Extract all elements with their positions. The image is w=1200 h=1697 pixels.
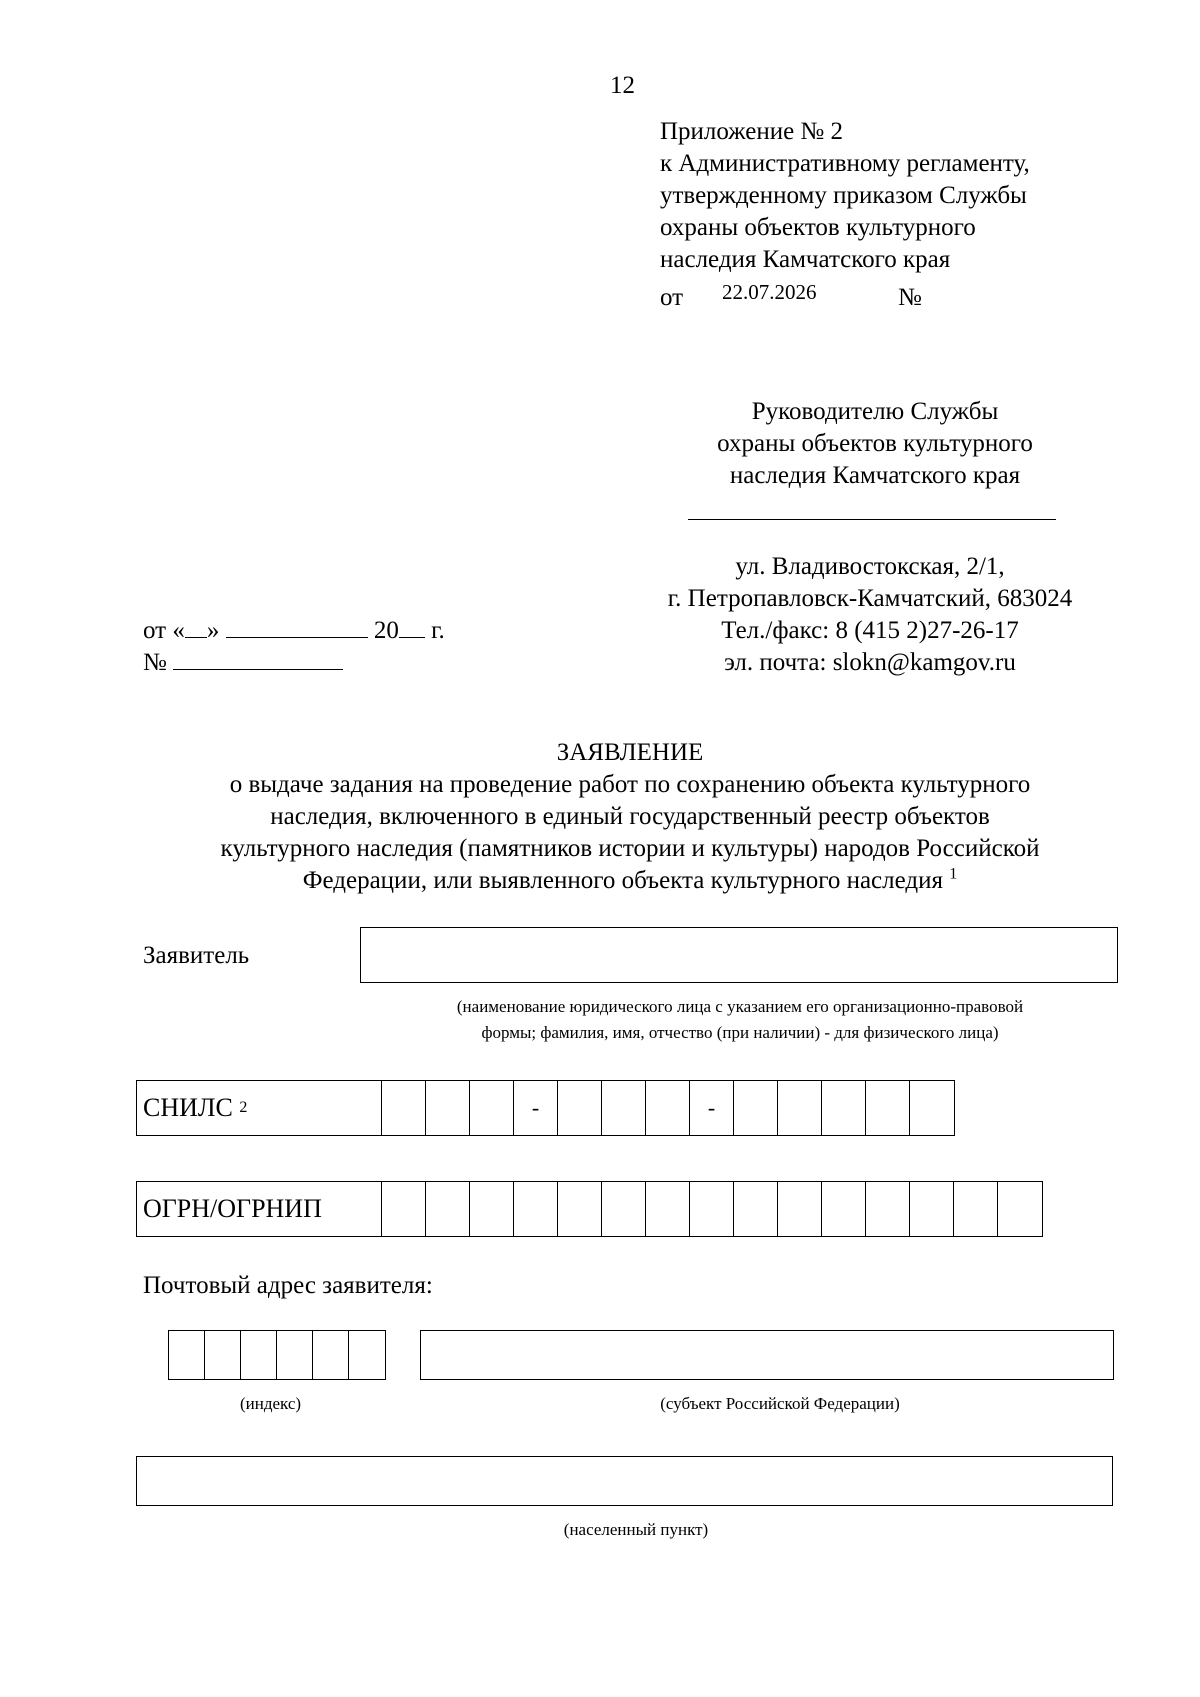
addressee-name-underline[interactable] [688,519,1056,520]
ogrn-cell[interactable] [998,1182,1042,1236]
statement-subtitle-line: культурного наследия (памятников истории и культуры) народов Российской [220,835,1040,862]
contact-line: г. Петропавловск-Камчатский, 683024 [667,585,1073,612]
snils-cell[interactable] [822,1081,866,1135]
page-number: 12 [610,72,635,99]
appendix-line: наследия Камчатского края [660,246,951,273]
statement-title: ЗАЯВЛЕНИЕ [556,739,704,766]
ogrn-cell[interactable] [866,1182,910,1236]
ogrn-cell[interactable] [778,1182,822,1236]
postal-index-box [168,1330,386,1380]
appendix-date: 22.07.2026 [722,280,817,304]
reg-month-field[interactable] [226,615,368,638]
statement-subtitle-line: о выдаче задания на проведение работ по сохранению объекта культурного [229,771,1031,798]
snils-cell[interactable] [382,1081,426,1135]
index-digit-cell[interactable] [313,1331,349,1379]
appendix-block [660,116,1030,276]
ogrn-row [136,1181,1043,1237]
reg-number-field[interactable] [173,647,343,670]
registration-number [143,647,343,679]
appendix-line: охраны объектов культурного [660,214,976,241]
appendix-line: Приложение № 2 [660,118,844,145]
statement-subtitle-line-last [0,865,1200,897]
registration-date [143,615,445,647]
snils-cell[interactable] [778,1081,822,1135]
snils-cell[interactable] [426,1081,470,1135]
ogrn-cell[interactable] [910,1182,954,1236]
reg-date-prefix: от « [143,617,185,644]
snils-cell[interactable] [910,1081,954,1135]
index-digit-cell[interactable] [277,1331,313,1379]
region-hint: (субъект Российской Федерации) [660,1394,900,1413]
addressee-line: наследия Камчатского края [729,462,1021,489]
locality-hint: (населенный пункт) [563,1520,709,1539]
ogrn-cell[interactable] [514,1182,558,1236]
applicant-field[interactable] [360,927,1118,983]
reg-number-sign: № [143,649,167,676]
index-digit-cell[interactable] [349,1331,385,1379]
ogrn-cell[interactable] [426,1182,470,1236]
snils-label: СНИЛС 2 [137,1081,382,1135]
ogrn-cell[interactable] [646,1182,690,1236]
ogrn-cell[interactable] [602,1182,646,1236]
ogrn-cell[interactable] [558,1182,602,1236]
applicant-label: Заявитель [143,942,250,969]
applicant-hint-line: формы; фамилия, имя, отчество (при наличии) - для физического лица) [481,1023,999,1042]
reg-day-field[interactable] [185,615,207,638]
ogrn-cell[interactable] [734,1182,778,1236]
snils-cell[interactable] [602,1081,646,1135]
addressee-block [680,396,1070,492]
appendix-number-sign: № [898,284,922,311]
snils-cell[interactable] [734,1081,778,1135]
contact-line: ул. Владивостокская, 2/1, [735,553,1005,580]
ogrn-cell[interactable] [954,1182,998,1236]
locality-field[interactable] [136,1456,1113,1506]
snils-cells [382,1081,954,1135]
contact-line: Тел./факс: 8 (415 2)27-26-17 [721,617,1019,644]
reg-year-suffix: г. [431,617,445,644]
footnote-mark: 1 [949,865,958,883]
reg-date-quote: » [206,617,220,644]
statement-subtitle-text: Федерации, или выявленного объекта культурного наследия [302,867,943,894]
applicant-hint [390,994,1090,1046]
snils-row [136,1080,955,1136]
reg-year-field[interactable] [399,615,425,638]
snils-separator: - [690,1081,734,1135]
snils-label-text: СНИЛС [143,1093,233,1122]
ogrn-cell[interactable] [822,1182,866,1236]
snils-cell[interactable] [558,1081,602,1135]
applicant-hint-line: (наименование юридического лица с указанием его организационно-правовой [456,997,1024,1016]
index-digit-cell[interactable] [169,1331,205,1379]
statement-header [0,737,1200,897]
addressee-contacts [630,551,1110,679]
snils-cell[interactable] [646,1081,690,1135]
index-digit-cell[interactable] [205,1331,241,1379]
ogrn-cell[interactable] [470,1182,514,1236]
ogrn-cell[interactable] [690,1182,734,1236]
addressee-line: охраны объектов культурного [717,430,1033,457]
statement-subtitle-line: наследия, включенного в единый государственный реестр объектов [270,803,990,830]
index-hint: (индекс) [240,1394,302,1413]
snils-separator: - [514,1081,558,1135]
appendix-date-prefix: от [660,284,684,311]
addressee-line: Руководителю Службы [751,398,999,425]
reg-year-prefix: 20 [373,617,399,644]
index-digit-cell[interactable] [241,1331,277,1379]
appendix-line: утвержденному приказом Службы [660,182,1027,209]
contact-line: эл. почта: slokn@kamgov.ru [724,649,1016,676]
appendix-line: к Административному регламенту, [660,150,1030,177]
postal-heading: Почтовый адрес заявителя: [143,1272,433,1299]
snils-cell[interactable] [470,1081,514,1135]
ogrn-cells [382,1182,1042,1236]
snils-cell[interactable] [866,1081,910,1135]
region-field[interactable] [420,1330,1114,1380]
ogrn-label: ОГРН/ОГРНИП [137,1182,382,1236]
ogrn-cell[interactable] [382,1182,426,1236]
